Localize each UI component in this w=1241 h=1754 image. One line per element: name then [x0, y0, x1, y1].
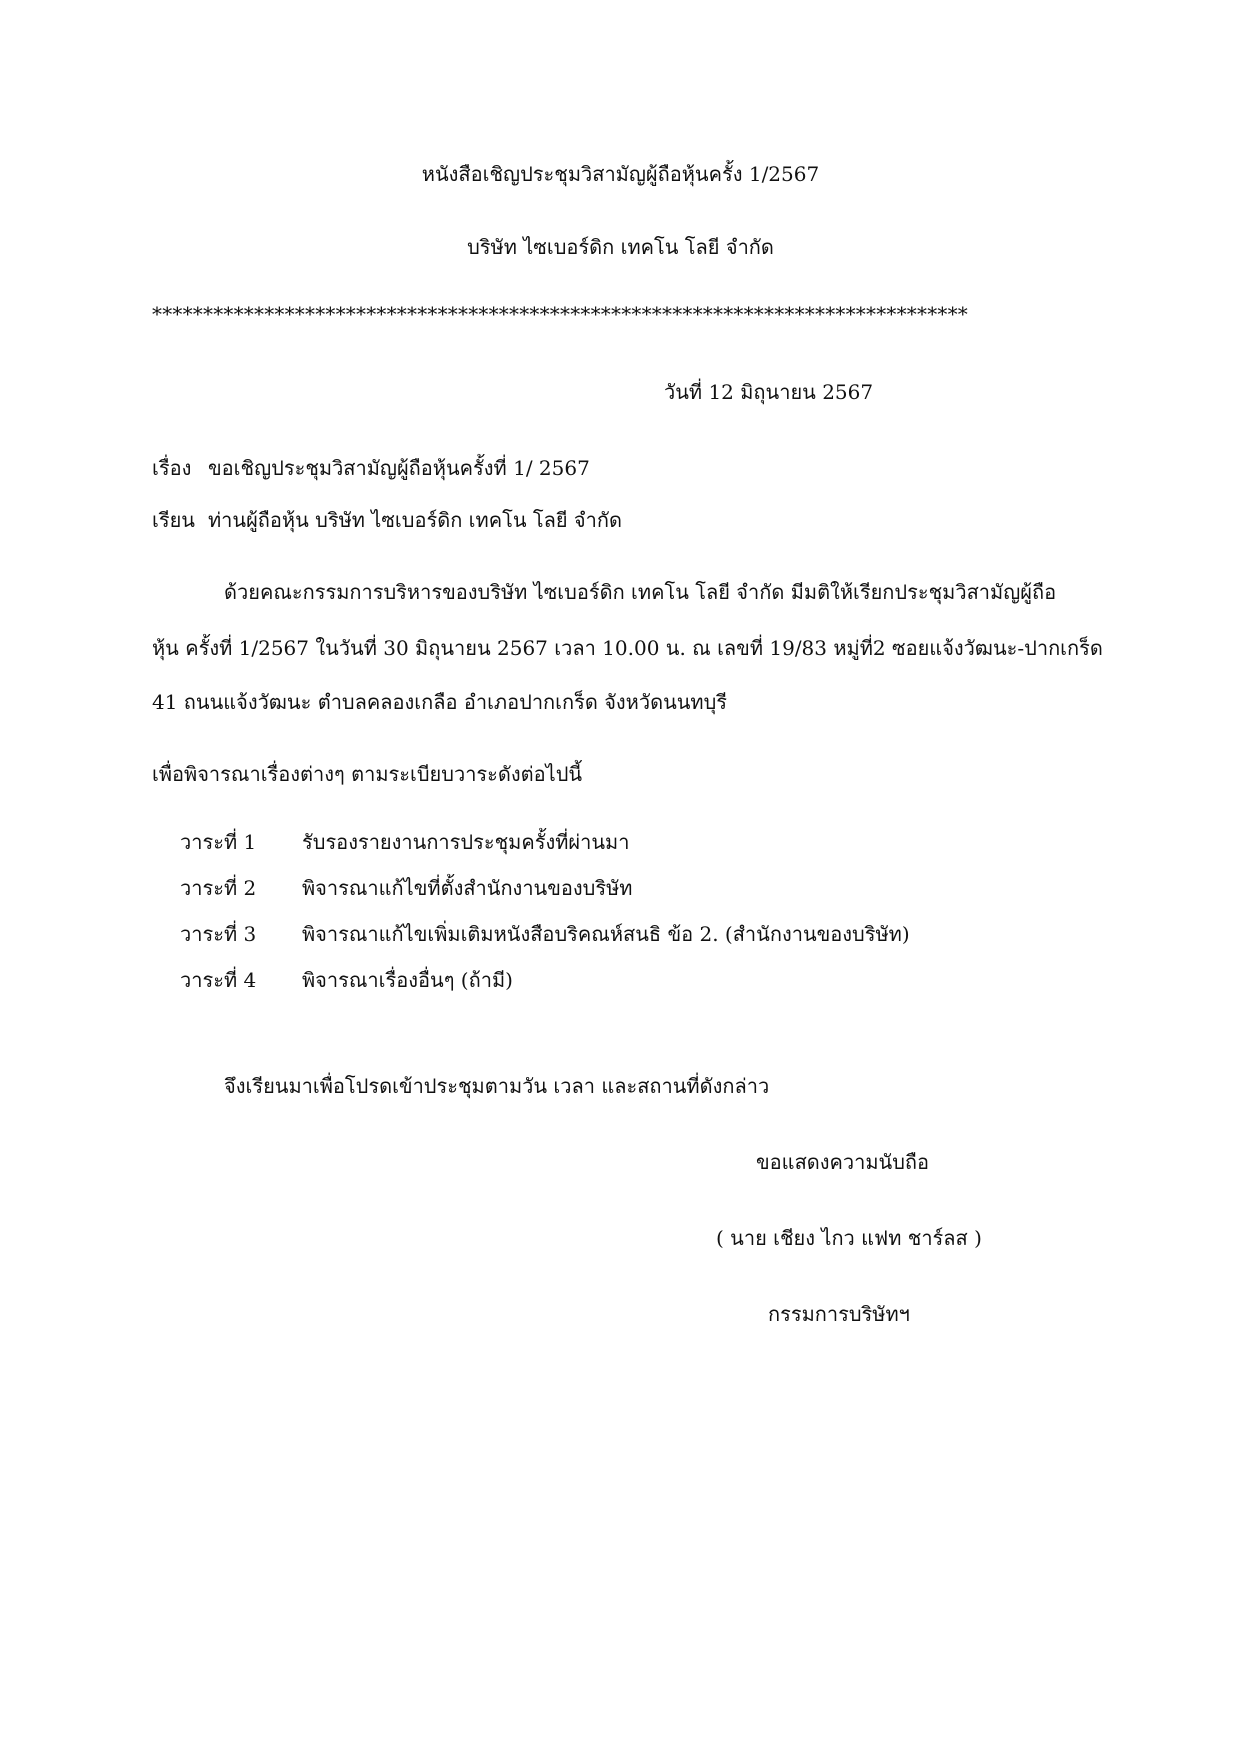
agenda-text: พิจารณาแก้ไขเพิ่มเติมหนังสือบริคณห์สนธิ ข้อ 2. (สำนักงานของบริษัท) [302, 922, 910, 946]
agenda-item [180, 922, 910, 946]
closing-sentence: จึงเรียนมาเพื่อโปรดเข้าประชุมตามวัน เวลา และสถานที่ดังกล่าว [224, 1074, 770, 1098]
body-paragraph-line: ด้วยคณะกรรมการบริหารของบริษัท ไซเบอร์ดิก เทคโน โลยี จำกัด มีมติให้เรียกประชุมวิสามัญผู้ถือ [224, 580, 1057, 604]
agenda-text: พิจารณาเรื่องอื่นๆ (ถ้ามี) [302, 968, 513, 992]
agenda-intro: เพื่อพิจารณาเรื่องต่างๆ ตามระเบียบวาระดังต่อไปนี้ [152, 762, 583, 786]
agenda-number: วาระที่ 4 [180, 968, 257, 992]
subject-line [152, 456, 590, 480]
agenda-item [180, 968, 513, 992]
signer-position: กรรมการบริษัทฯ [768, 1302, 910, 1326]
agenda-text: รับรองรายงานการประชุมครั้งที่ผ่านมา [302, 830, 630, 854]
company-name: บริษัท ไซเบอร์ดิก เทคโน โลยี จำกัด [467, 235, 774, 259]
agenda-item [180, 830, 629, 854]
signer-name: ( นาย เชียง ไกว แฟท ชาร์ลส ) [716, 1226, 982, 1250]
recipient-label: เรียน [152, 508, 195, 532]
separator-line: ******************************************************************************** [152, 302, 968, 326]
agenda-number: วาระที่ 2 [180, 876, 257, 900]
letter-date: วันที่ 12 มิถุนายน 2567 [664, 380, 874, 404]
agenda-number: วาระที่ 1 [180, 830, 257, 854]
regards-line: ขอแสดงความนับถือ [756, 1150, 930, 1174]
subject-label: เรื่อง [152, 456, 192, 480]
agenda-text: พิจารณาแก้ไขที่ตั้งสำนักงานของบริษัท [302, 876, 633, 900]
letter-title: หนังสือเชิญประชุมวิสามัญผู้ถือหุ้นครั้ง 1/2567 [421, 162, 820, 186]
recipient-text: ท่านผู้ถือหุ้น บริษัท ไซเบอร์ดิก เทคโน โลยี จำกัด [208, 508, 622, 532]
agenda-number: วาระที่ 3 [180, 922, 257, 946]
body-paragraph-line: หุ้น ครั้งที่ 1/2567 ในวันที่ 30 มิถุนายน 2567 เวลา 10.00 น. ณ เลขที่ 19/83 หมู่ที่2 ซอยแจ้งวัฒนะ-ปากเกร็ด [152, 636, 1103, 660]
subject-text: ขอเชิญประชุมวิสามัญผู้ถือหุ้นครั้งที่ 1/ 2567 [208, 456, 590, 480]
body-paragraph-line: 41 ถนนแจ้งวัฒนะ ตำบลคลองเกลือ อำเภอปากเกร็ด จังหวัดนนทบุรี [152, 690, 728, 714]
agenda-item [180, 876, 632, 900]
recipient-line [152, 508, 622, 532]
